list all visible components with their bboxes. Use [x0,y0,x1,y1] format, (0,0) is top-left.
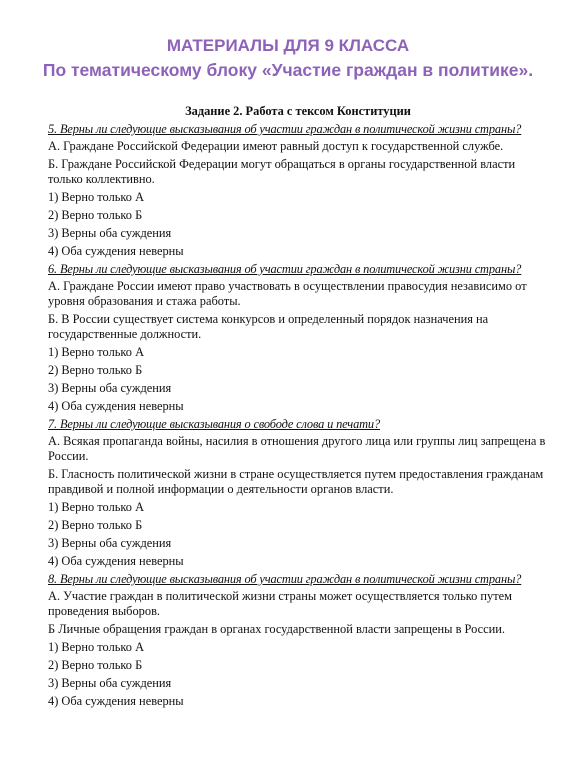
answer-option-3: 3) Верны оба суждения [48,226,172,240]
question-text: 7. Верны ли следующие высказывания о свободе слова и печати? [48,417,381,431]
answer-option-1: 1) Верно только А [48,190,145,204]
answer-option-4: 4) Оба суждения неверны [48,694,184,708]
document-subtitle: По тематическому блоку «Участие граждан в политике». [42,60,534,80]
question-text: 8. Верны ли следующие высказывания об участии граждан в политической жизни страны? [48,572,522,586]
answer-option-2: 2) Верно только Б [48,658,143,672]
statement-a: А. Всякая пропаганда войны, насилия в отношения другого лица или группы лиц запрещена в России. [48,434,546,463]
answer-option-4: 4) Оба суждения неверны [48,554,184,568]
answer-option-1: 1) Верно только А [48,345,145,359]
statement-b: Б Личные обращения граждан в органах государственной власти запрещены в России. [48,622,506,636]
statement-b: Б. Граждане Российской Федерации могут обращаться в органы государственной власти только коллективно. [48,157,516,186]
question-block-6 [48,262,548,414]
question-block-7 [48,417,548,569]
document-body [48,104,548,712]
document-title: МАТЕРИАЛЫ ДЛЯ 9 КЛАССА [166,36,410,55]
question-text: 5. Верны ли следующие высказывания об участии граждан в политической жизни страны? [48,122,522,136]
statement-b: Б. В России существует система конкурсов и определенный порядок назначения на государственные должности. [48,312,489,341]
answer-option-1: 1) Верно только А [48,640,145,654]
answer-option-3: 3) Верны оба суждения [48,381,172,395]
answer-option-2: 2) Верно только Б [48,518,143,532]
question-block-5 [48,122,548,259]
question-text: 6. Верны ли следующие высказывания об участии граждан в политической жизни страны? [48,262,522,276]
statement-a: А. Участие граждан в политической жизни страны может осуществляется только путем проведения выборов. [48,589,512,618]
question-block-8 [48,572,548,709]
answer-option-2: 2) Верно только Б [48,208,143,222]
answer-option-4: 4) Оба суждения неверны [48,399,184,413]
answer-option-2: 2) Верно только Б [48,363,143,377]
statement-b: Б. Гласность политической жизни в стране осуществляется путем предоставления гражданам правдивой и полной информации о деятельности органов власти. [48,467,544,496]
statement-a: А. Граждане России имеют право участвовать в осуществлении правосудия независимо от уровня образования и стажа работы. [48,279,527,308]
answer-option-4: 4) Оба суждения неверны [48,244,184,258]
statement-a: А. Граждане Российской Федерации имеют равный доступ к государственной службе. [48,139,504,153]
task-title: Задание 2. Работа с тексом Конституции [185,104,411,118]
answer-option-1: 1) Верно только А [48,500,145,514]
answer-option-3: 3) Верны оба суждения [48,536,172,550]
answer-option-3: 3) Верны оба суждения [48,676,172,690]
